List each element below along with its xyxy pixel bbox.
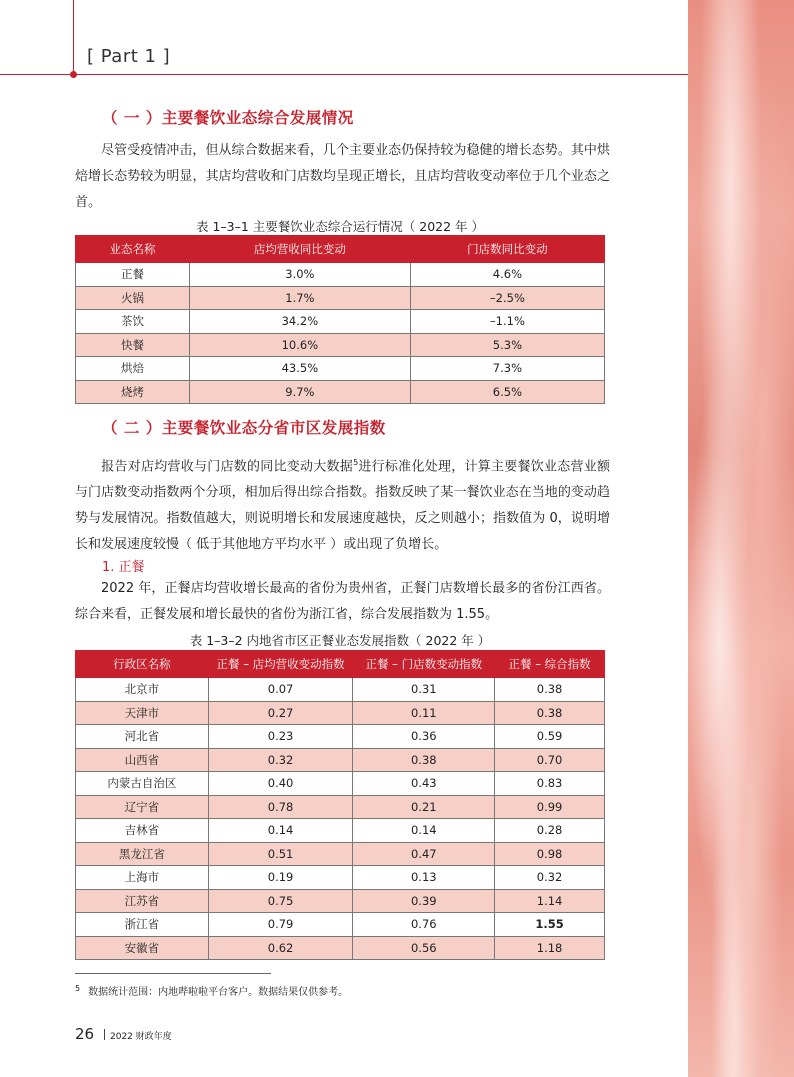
table-2-cell: 0.59 (495, 725, 605, 749)
table-2-cell: 1.14 (495, 889, 605, 913)
header-vertical-rule (73, 0, 74, 75)
table-2-row (76, 772, 605, 796)
subsection-title: 1. 正餐 (102, 560, 145, 575)
table-2-row (76, 725, 605, 749)
table-2-cell: 安徽省 (76, 936, 209, 960)
table-2-row (76, 701, 605, 725)
table-2-cell: 0.21 (353, 795, 495, 819)
table-1-cell: 43.5% (189, 357, 410, 381)
table-1-cell: –2.5% (410, 286, 604, 310)
subsection-paragraph: 2022 年，正餐店均营收增长最高的省份为贵州省，正餐门店数增长最多的省份江西省。综合来看，正餐发展和增长最快的省份为浙江省，综合发展指数为 1.55。 (75, 581, 610, 622)
table-2-cell: 0.14 (353, 819, 495, 843)
header-rule-dot (70, 71, 77, 78)
table-1-row (76, 263, 605, 287)
table-2-cell: 0.07 (208, 678, 353, 702)
table-2-row (76, 842, 605, 866)
table-1-cell: 10.6% (189, 333, 410, 357)
table-2-cell: 天津市 (76, 701, 209, 725)
section-2-title: （ 二 ）主要餐饮业态分省市区发展指数 (102, 419, 386, 437)
footnote: $^5$ 数据统计范围：内地哔啦啦平台客户。数据结果仅供参考。 (75, 983, 349, 998)
table-1-row (76, 380, 605, 404)
section-1-paragraph: 尽管受疫情冲击，但从综合数据来看，几个主要业态仍保持较为稳健的增长态势。其中烘焙增长态势较为明显，其店均营收和门店数均呈现正增长，且店均营收变动率位于几个业态之首。 (75, 143, 610, 210)
table-2-row (76, 936, 605, 960)
table-2-cell: 上海市 (76, 866, 209, 890)
table-1-cell: –1.1% (410, 310, 604, 334)
table-2-cell: 河北省 (76, 725, 209, 749)
table-2-cell: 0.62 (208, 936, 353, 960)
table-1-cell: 4.6% (410, 263, 604, 287)
table-2-cell: 北京市 (76, 678, 209, 702)
table-2-header-cell: 正餐 – 店均营收变动指数 (208, 651, 353, 678)
table-2-cell: 0.79 (208, 913, 353, 937)
table-2-cell: 0.99 (495, 795, 605, 819)
table-2-cell: 0.13 (353, 866, 495, 890)
table-2-cell: 0.19 (208, 866, 353, 890)
table-2-cell: 0.23 (208, 725, 353, 749)
publication-name: 2022 财政年度 (110, 1032, 172, 1042)
header-horizontal-rule (0, 74, 688, 75)
table-2-cell: 0.76 (353, 913, 495, 937)
table-2-cell: 0.39 (353, 889, 495, 913)
table-2-cell: 0.28 (495, 819, 605, 843)
table-2-cell: 辽宁省 (76, 795, 209, 819)
table-2-cell: 内蒙古自治区 (76, 772, 209, 796)
table-1-row (76, 357, 605, 381)
table-2-cell: 1.18 (495, 936, 605, 960)
table-2-cell: 吉林省 (76, 819, 209, 843)
table-2-header-cell: 正餐 – 综合指数 (495, 651, 605, 678)
table-2-caption: 表 1–3–2 内地省市区正餐业态发展指数（ 2022 年 ） (189, 633, 491, 648)
table-1-cell: 34.2% (189, 310, 410, 334)
table-2-row (76, 866, 605, 890)
table-2-row (76, 889, 605, 913)
table-1-cell: 7.3% (410, 357, 604, 381)
table-2-header-row (76, 651, 605, 678)
table-2-cell: 山西省 (76, 748, 209, 772)
table-1-cell: 6.5% (410, 380, 604, 404)
table-2-cell: 0.11 (353, 701, 495, 725)
table-2-cell: 0.83 (495, 772, 605, 796)
part-label: [ Part 1 ] (87, 46, 171, 67)
side-decorative-image (688, 0, 794, 1077)
table-1-header-row (76, 236, 605, 263)
table-1-cell: 5.3% (410, 333, 604, 357)
footer-separator (104, 1029, 105, 1040)
table-2-cell: 0.51 (208, 842, 353, 866)
table-2-cell: 江苏省 (76, 889, 209, 913)
table-1-cell: 9.7% (189, 380, 410, 404)
table-2-cell: 0.14 (208, 819, 353, 843)
table-2-row (76, 913, 605, 937)
table-2-cell: 0.27 (208, 701, 353, 725)
table-1-cell: 正餐 (76, 263, 190, 287)
table-2-row (76, 819, 605, 843)
table-2-header-cell: 行政区名称 (76, 651, 209, 678)
table-1-header-cell: 门店数同比变动 (410, 236, 604, 263)
table-2-cell: 0.78 (208, 795, 353, 819)
table-2-cell: 0.38 (495, 678, 605, 702)
table-2-cell: 0.32 (495, 866, 605, 890)
table-2-cell: 0.98 (495, 842, 605, 866)
table-1-cell: 火锅 (76, 286, 190, 310)
table-1-header-cell: 业态名称 (76, 236, 190, 263)
table-1-cell: 茶饮 (76, 310, 190, 334)
table-1 (75, 235, 605, 404)
table-2-cell: 浙江省 (76, 913, 209, 937)
table-2-row (76, 678, 605, 702)
table-2-header-cell: 正餐 – 门店数变动指数 (353, 651, 495, 678)
table-1-cell: 3.0% (189, 263, 410, 287)
table-2-cell: 0.70 (495, 748, 605, 772)
table-1-row (76, 333, 605, 357)
table-2-cell: 0.31 (353, 678, 495, 702)
table-1-cell: 烘焙 (76, 357, 190, 381)
table-2-cell: 0.38 (495, 701, 605, 725)
page-number: 26 (75, 1025, 95, 1043)
table-1-row (76, 286, 605, 310)
table-1-row (76, 310, 605, 334)
table-2-cell: 0.40 (208, 772, 353, 796)
table-1-header-cell: 店均营收同比变动 (189, 236, 410, 263)
table-2-cell: 0.56 (353, 936, 495, 960)
table-2-cell: 0.38 (353, 748, 495, 772)
table-1-cell: 快餐 (76, 333, 190, 357)
table-2-row (76, 748, 605, 772)
table-2-cell: 0.75 (208, 889, 353, 913)
table-1-caption: 表 1–3–1 主要餐饮业态综合运行情况（ 2022 年 ） (195, 219, 485, 234)
table-2-cell: 0.36 (353, 725, 495, 749)
section-2-paragraph: 报告对店均营收与门店数的同比变动大数据$^5$进行标准化处理，计算主要餐饮业态营业额与门店数变动指数两个分项，相加后得出综合指数。指数反映了某一餐饮业态在当地的变动趋势与发展情况。指数值越大，则说明增长和发展速度越快，反之则越小；指数值为 0，说明增长和发展速度较慢（ 低于其他地方平均水平 ）或出现了负增长。 (75, 458, 610, 553)
table-1-cell: 烧烤 (76, 380, 190, 404)
footnote-reference: 5 (353, 458, 359, 467)
table-2-cell: 1.55 (495, 913, 605, 937)
footnote-divider (75, 973, 271, 974)
table-1-cell: 1.7% (189, 286, 410, 310)
table-2 (75, 650, 605, 960)
table-2-cell: 黑龙江省 (76, 842, 209, 866)
table-2-cell: 0.32 (208, 748, 353, 772)
table-2-cell: 0.43 (353, 772, 495, 796)
table-2-cell: 0.47 (353, 842, 495, 866)
table-2-row (76, 795, 605, 819)
section-1-title: （ 一 ）主要餐饮业态综合发展情况 (102, 109, 354, 127)
